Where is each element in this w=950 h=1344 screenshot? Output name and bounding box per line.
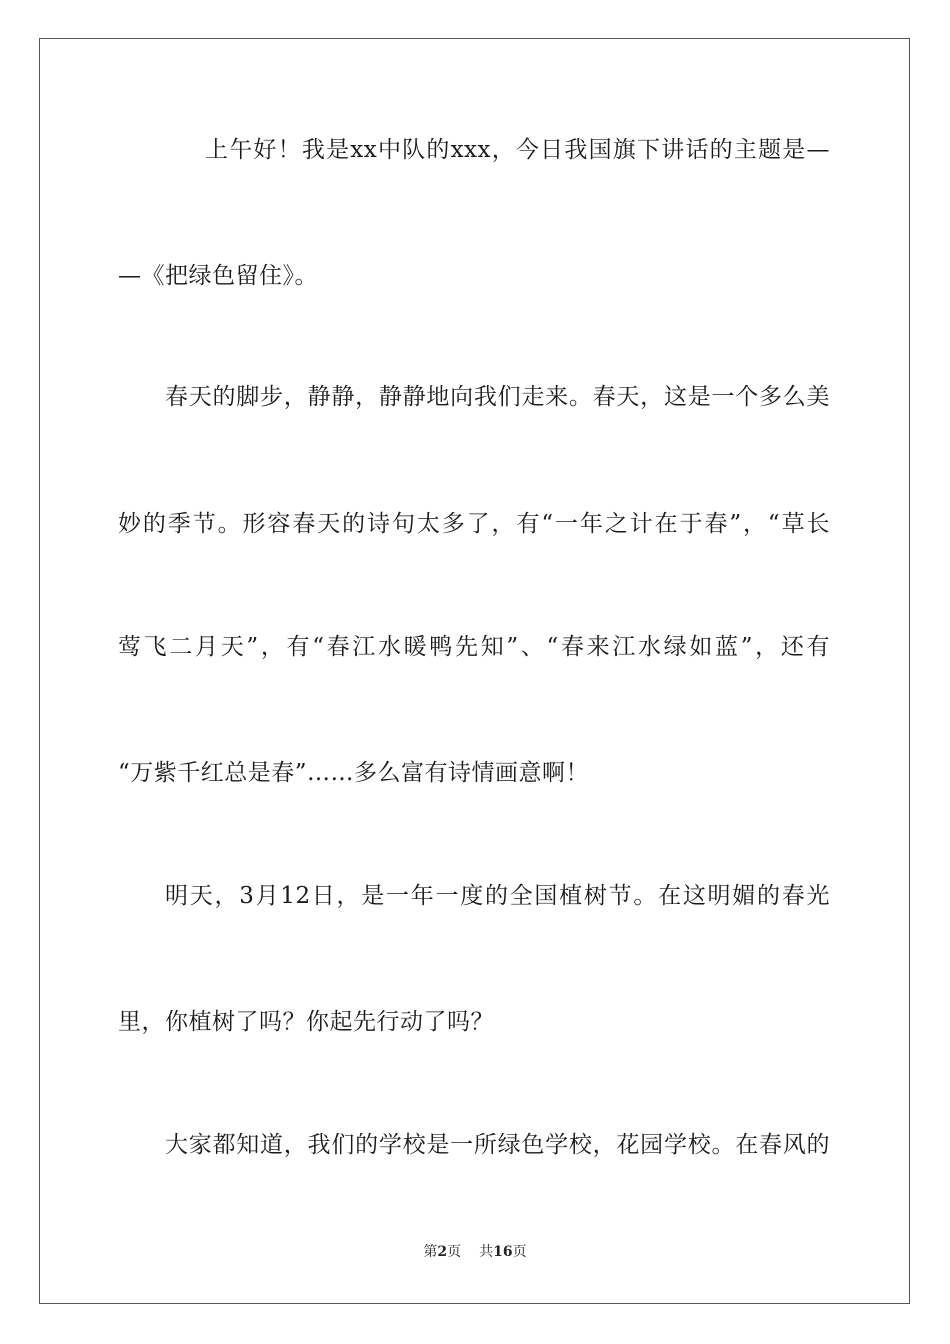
page-suffix: 页: [447, 1244, 462, 1260]
total-pages: 16: [493, 1244, 513, 1260]
paragraph-line-3: 春天的脚步，静静，静静地向我们走来。春天，这是一个多么美: [165, 384, 830, 410]
paragraph-line-6: “万紫千红总是春”……多么富有诗情画意啊！: [118, 760, 590, 786]
paragraph-line-5: 莺飞二月天”，有“春江水暖鸭先知”、“春来江水绿如蓝”，还有: [118, 634, 830, 660]
paragraph-line-9: 大家都知道，我们的学校是一所绿色学校，花园学校。在春风的: [165, 1132, 830, 1158]
page-border: [39, 38, 910, 1304]
page-prefix: 第: [423, 1244, 438, 1260]
paragraph-line-8: 里，你植树了吗？你起先行动了吗？: [118, 1009, 494, 1035]
page-footer: [0, 1243, 950, 1261]
paragraph-line-4: 妙的季节。形容春天的诗句太多了，有“一年之计在于春”，“草长: [118, 511, 830, 537]
paragraph-line-1: 上午好！我是xx中队的xxx，今日我国旗下讲话的主题是—: [205, 137, 830, 163]
total-prefix: 共: [479, 1244, 494, 1260]
page-number: 2: [437, 1244, 448, 1260]
paragraph-line-7: 明天，3月12日，是一年一度的全国植树节。在这明媚的春光: [165, 883, 830, 909]
paragraph-line-2: —《把绿色留住》。: [118, 263, 318, 289]
total-suffix: 页: [512, 1244, 527, 1260]
